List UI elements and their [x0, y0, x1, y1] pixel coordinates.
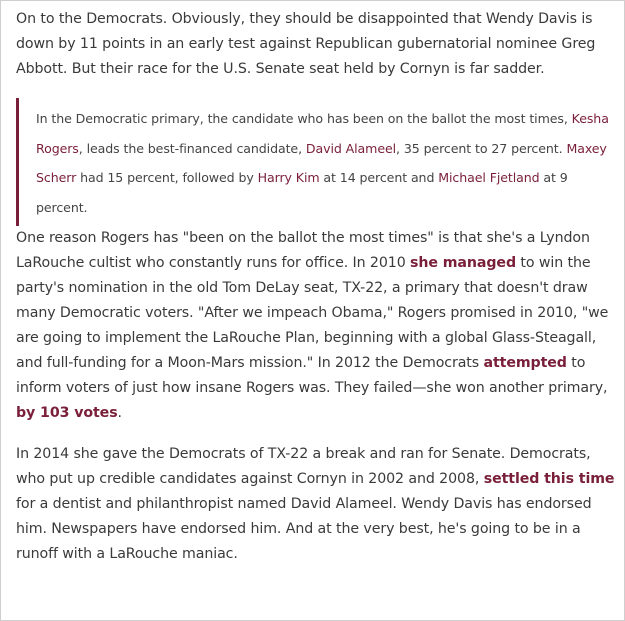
article-body: [16, 7, 616, 567]
link-harry-kim[interactable]: Harry Kim: [257, 170, 320, 185]
link-kesha-rogers[interactable]: Kesha Rogers: [36, 111, 609, 156]
quote-text: In the Democratic primary, the candidate who has been on the ballot the most times,: [36, 111, 572, 126]
paragraph-text: In 2014 she gave the Democrats of TX-22 a break and ran for Senate. Democrats, who put up credible candidates against Cornyn in 2002 and 2008,: [16, 446, 591, 487]
quote-text: at 14 percent and: [319, 170, 439, 185]
quote-text: , leads the best-financed candidate,: [78, 140, 306, 156]
link-attempted[interactable]: attempted: [483, 355, 567, 371]
link-maxey-scherr[interactable]: Maxey Scherr: [36, 140, 607, 185]
paragraph-rogers-history: [16, 226, 616, 426]
paragraph-senate-race: [16, 442, 616, 567]
link-settled-this-time[interactable]: settled this time: [483, 471, 615, 487]
link-she-managed[interactable]: she managed: [410, 255, 517, 271]
paragraph-intro: On to the Democrats. Obviously, they should be disappointed that Wendy Davis is down by 11 points in an early test against Republican gubernatorial nominee Greg Abbott. But their race for the U.S. Senate seat held by Cornyn is far sadder.: [16, 11, 596, 77]
paragraph-text: .: [117, 405, 122, 421]
quote-text: , 35 percent to 27 percent.: [396, 140, 567, 156]
blockquote-primary-results: [16, 98, 616, 226]
link-michael-fjetland[interactable]: Michael Fjetland: [438, 170, 540, 185]
paragraph-text: to inform voters of just how insane Rogers was. They failed—she won another primary,: [16, 355, 608, 396]
link-by-103-votes[interactable]: by 103 votes: [16, 405, 118, 421]
paragraph-text: for a dentist and philanthropist named David Alameel. Wendy Davis has endorsed him. Newspapers have endorsed him. And at the very best, he's going to be in a runoff with a LaRouche maniac.: [16, 496, 592, 562]
quote-text: had 15 percent, followed by: [76, 170, 258, 185]
link-david-alameel[interactable]: David Alameel: [305, 140, 397, 156]
paragraph-text: One reason Rogers has "been on the ballot the most times" is that she's a Lyndon LaRouche cultist who constantly runs for office. In 2010: [16, 230, 590, 271]
paragraph-text: to win the party's nomination in the old Tom DeLay seat, TX-22, a primary that doesn't draw many Democratic voters. "After we impeach Obama," Rogers promised in 2010, "we are going to implement the LaRouche Plan, beginning with a global Glass-Steagall, and full-funding for a Moon-Mars mission." In 2012 the Democrats: [16, 255, 609, 371]
quote-text: at 9 percent.: [36, 170, 568, 215]
